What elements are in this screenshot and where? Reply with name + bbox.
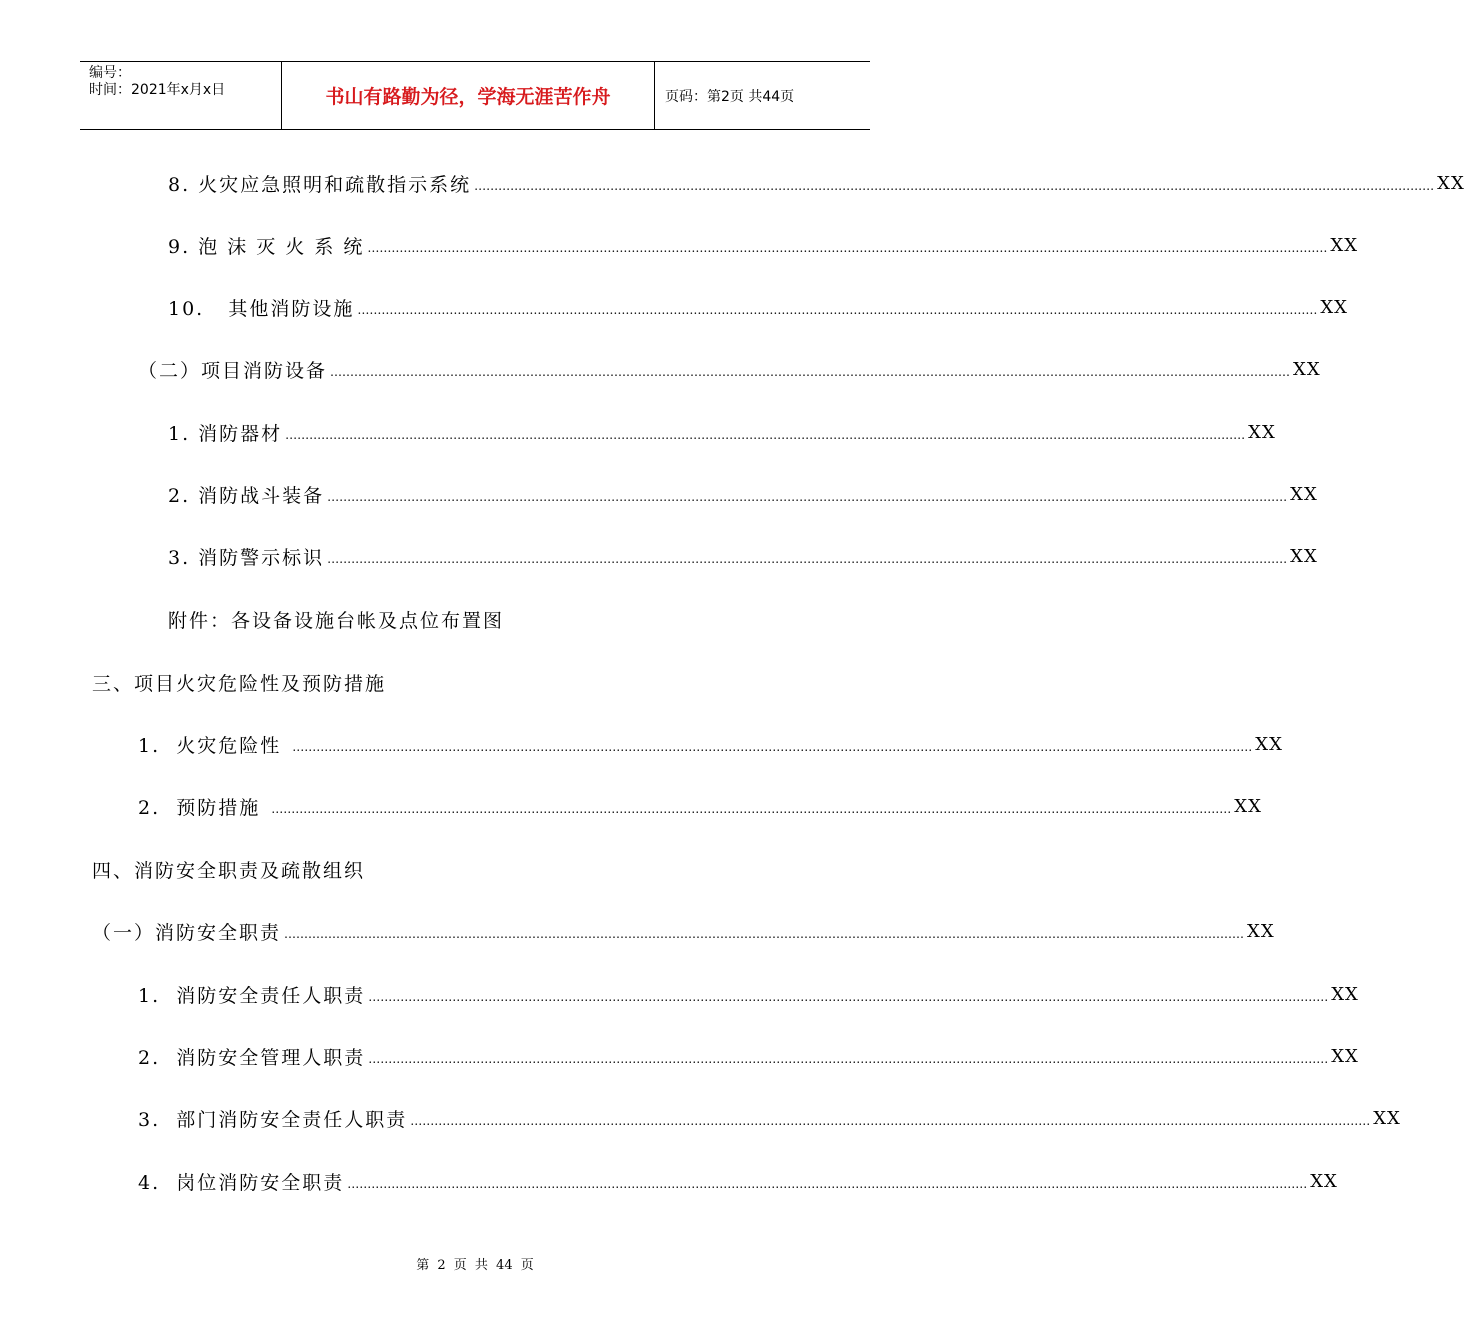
toc-entry-page: XX	[1330, 234, 1359, 256]
toc-leader-dots: ……………………………………………………………………………………………………………………………………………………………………………………………………………………	[327, 552, 1288, 566]
toc-entry-page: XX	[1255, 733, 1283, 755]
toc-heading	[92, 667, 386, 697]
toc-heading	[92, 854, 365, 884]
toc-entry-page: XX	[1331, 1045, 1359, 1067]
toc-leader-dots: ……………………………………………………………………………………………………………………………………………………………………………………………………………………	[271, 802, 1232, 816]
toc-entry[interactable]	[138, 1166, 1338, 1196]
toc-leader-dots: ……………………………………………………………………………………………………………………………………………………………………………………………………………………	[357, 303, 1318, 317]
toc-entry-page: XX	[1310, 1170, 1338, 1192]
toc-entry-page: XX	[1331, 983, 1359, 1005]
toc-entry[interactable]	[168, 417, 1276, 447]
toc-heading-title: 三、项目火灾危险性及预防措施	[92, 672, 387, 695]
toc-entry-title: 1. 消防器材	[168, 422, 283, 445]
toc-leader-dots: ……………………………………………………………………………………………………………………………………………………………………………………………………………………	[367, 241, 1328, 255]
page-footer: 第 2 页 共 44 页	[416, 1258, 534, 1273]
toc-entry-page: XX	[1248, 421, 1276, 443]
toc-entry-page: XX	[1290, 483, 1318, 505]
toc-entry[interactable]	[138, 354, 1321, 384]
toc-entry-title: 8. 火灾应急照明和疏散指示系统	[168, 173, 472, 196]
toc-entry[interactable]	[168, 479, 1318, 509]
toc-leader-dots: ……………………………………………………………………………………………………………………………………………………………………………………………………………………	[347, 1177, 1308, 1191]
toc-entry-title: 2. 预防措施	[138, 796, 269, 819]
toc-leader-dots: ……………………………………………………………………………………………………………………………………………………………………………………………………………………	[368, 990, 1329, 1004]
toc-entry-page: XX	[1320, 296, 1348, 318]
toc-leader-dots: ……………………………………………………………………………………………………………………………………………………………………………………………………………………	[410, 1114, 1371, 1128]
toc-entry-page: XX	[1247, 920, 1275, 942]
toc-entry[interactable]	[138, 791, 1262, 821]
toc-entry[interactable]	[168, 168, 1465, 198]
toc-entry-page: XX	[1234, 795, 1262, 817]
toc-entry-title: 2. 消防战斗装备	[168, 484, 325, 507]
toc-leader-dots: ……………………………………………………………………………………………………………………………………………………………………………………………………………………	[327, 490, 1288, 504]
toc-entry[interactable]	[168, 230, 1359, 260]
toc-entry-page: XX	[1373, 1107, 1401, 1129]
toc-leader-dots: ……………………………………………………………………………………………………………………………………………………………………………………………………………………	[292, 740, 1253, 754]
document-number-label: 编号：	[89, 65, 131, 81]
toc-heading	[168, 604, 504, 634]
toc-leader-dots: ……………………………………………………………………………………………………………………………………………………………………………………………………………………	[284, 927, 1245, 941]
toc-entry-title: 9. 泡 沫 灭 火 系 统	[168, 235, 365, 258]
header-page-info: 页码：第2页 共44页	[665, 88, 795, 105]
toc-entry[interactable]	[92, 916, 1275, 946]
toc-heading-title: 四、消防安全职责及疏散组织	[92, 859, 366, 882]
toc-entry-title: 4. 岗位消防安全职责	[138, 1171, 345, 1194]
header-motto: 书山有路勤为径，学海无涯苦作舟	[282, 62, 655, 129]
toc-entry-title: 2. 消防安全管理人职责	[138, 1046, 366, 1069]
toc-entry-title: 10. 其他消防设施	[168, 297, 355, 320]
toc-entry-page: XX	[1437, 172, 1465, 194]
toc-leader-dots: ……………………………………………………………………………………………………………………………………………………………………………………………………………………	[474, 179, 1435, 193]
toc-entry-page: XX	[1293, 358, 1321, 380]
toc-entry[interactable]	[168, 292, 1348, 322]
document-date: 时间：2021年x月x日	[89, 82, 226, 98]
toc-entry[interactable]	[138, 1041, 1359, 1071]
toc-entry[interactable]	[168, 541, 1318, 571]
toc-heading-title: 附件：各设备设施台帐及点位布置图	[168, 609, 505, 632]
toc-entry-title: 3. 消防警示标识	[168, 546, 325, 569]
toc-entry-title: 3. 部门消防安全责任人职责	[138, 1108, 408, 1131]
toc-entry-page: XX	[1290, 545, 1318, 567]
toc-entry[interactable]	[138, 979, 1359, 1009]
toc-leader-dots: ……………………………………………………………………………………………………………………………………………………………………………………………………………………	[285, 428, 1246, 442]
toc-leader-dots: ……………………………………………………………………………………………………………………………………………………………………………………………………………………	[368, 1052, 1329, 1066]
toc-entry-title: 1. 消防安全责任人职责	[138, 984, 366, 1007]
toc-entry-title: 1. 火灾危险性	[138, 734, 290, 757]
toc-entry-title: （一）消防安全职责	[92, 921, 282, 944]
toc-entry-title: （二）项目消防设备	[138, 359, 328, 382]
toc-leader-dots: ……………………………………………………………………………………………………………………………………………………………………………………………………………………	[330, 365, 1291, 379]
toc-entry[interactable]	[138, 1103, 1401, 1133]
toc-entry[interactable]	[138, 729, 1283, 759]
